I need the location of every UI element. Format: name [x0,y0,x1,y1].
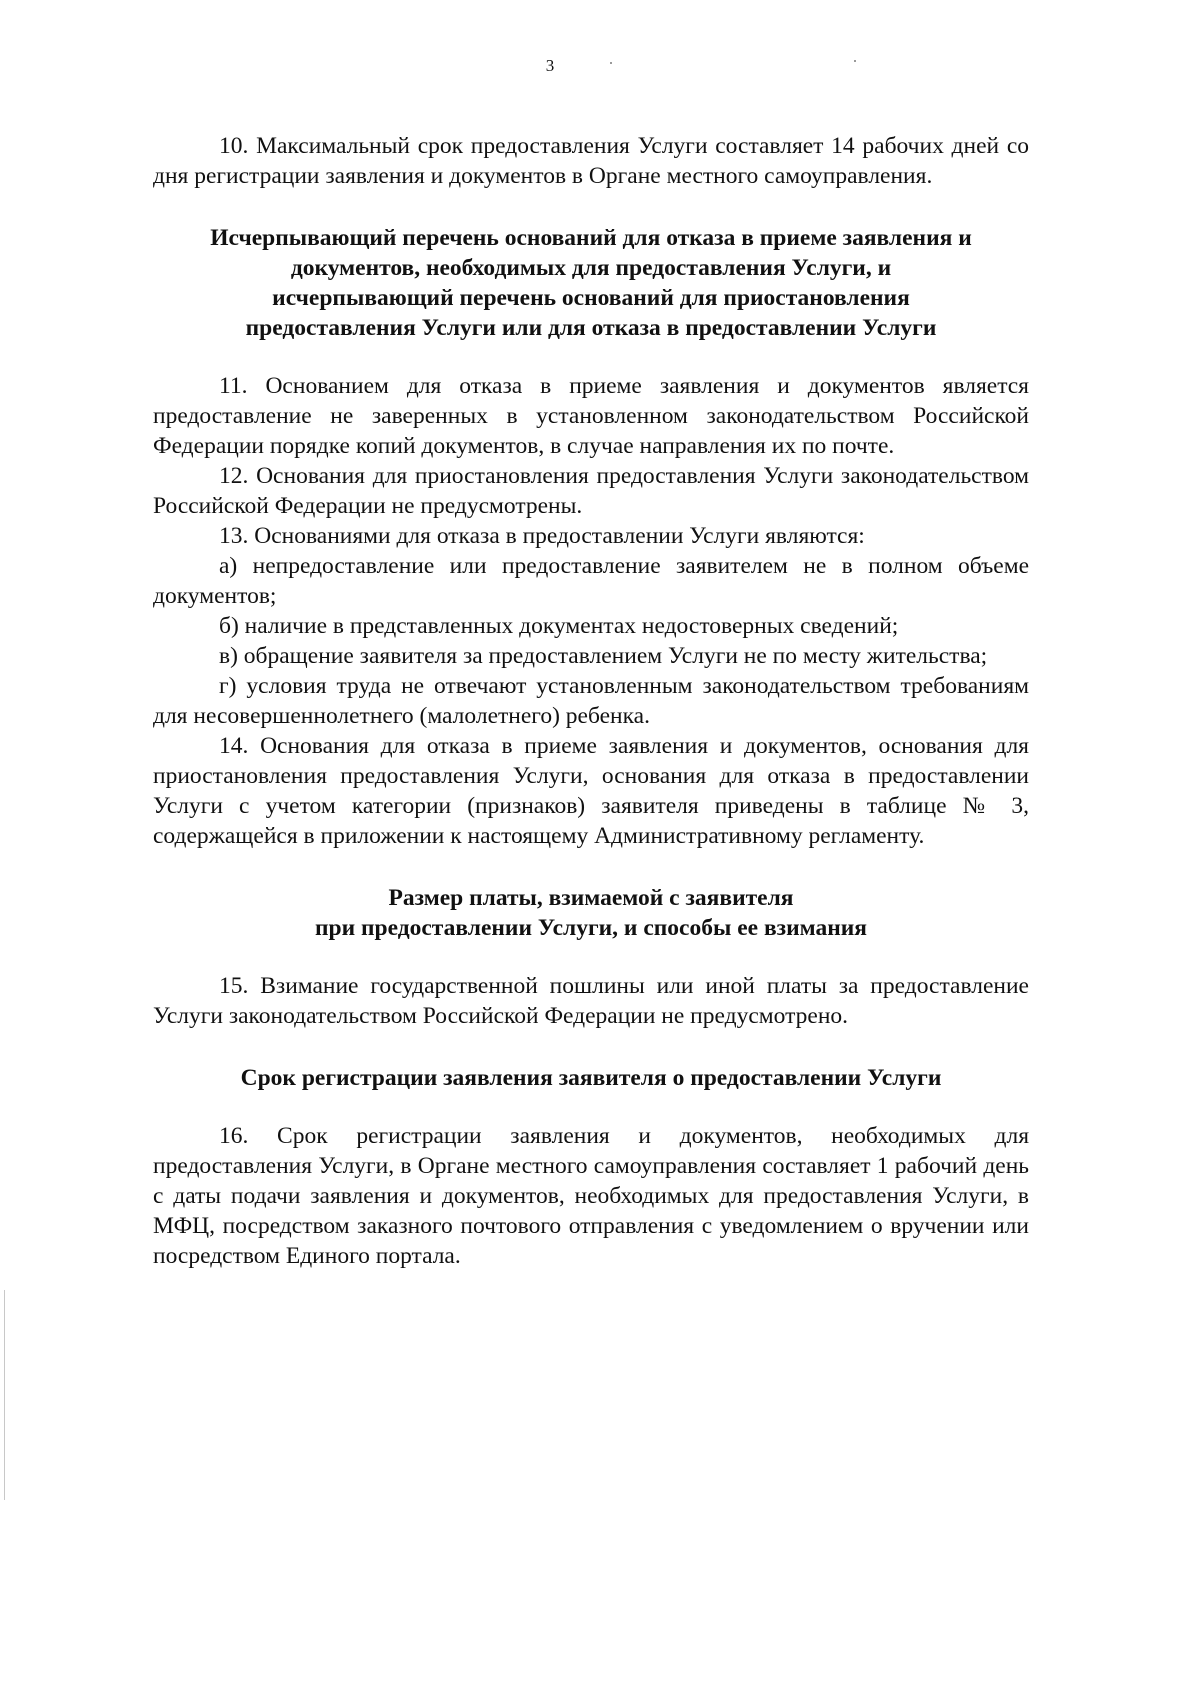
paragraph-16: 16. Срок регистрации заявления и документов, необходимых для предоставления Услуги, в Органе местного самоуправления составляет 1 рабочий день с даты подачи заявления и документов, необходимых для предоставления Услуги, в МФЦ, посредством заказного почтового отправления с уведомлением о вручении или посредством Единого портала. [153,1123,1029,1269]
paragraph-15: 15. Взимание государственной пошлины или иной платы за предоставление Услуги законодательством Российской Федерации не предусмотрено. [153,973,1029,1029]
paragraph-14: 14. Основания для отказа в приеме заявления и документов, основания для приостановления предоставления Услуги, основания для отказа в предоставлении Услуги с учетом категории (признаков) заявителя приведены в таблице № 3, содержащейся в приложении к настоящему Административному регламенту. [153,733,1029,849]
list-item-g: г) условия труда не отвечают установленным законодательством требованиям для несовершеннолетнего (малолетнего) ребенка. [153,673,1029,729]
section-heading-registration [153,1063,1029,1093]
scan-margin-mark [4,1290,5,1500]
list-item-v: в) обращение заявителя за предоставлением Услуги не по месту жительства; [219,643,988,669]
scan-speck [854,60,856,62]
heading-line: исчерпывающий перечень оснований для приостановления [272,285,910,311]
heading-line: при предоставлении Услуги, и способы ее взимания [314,915,868,941]
paragraph-12: 12. Основания для приостановления предоставления Услуги законодательством Российской Федерации не предусмотрены. [153,463,1029,519]
paragraph-10: 10. Максимальный срок предоставления Услуги составляет 14 рабочих дней со дня регистрации заявления и документов в Органе местного самоуправления. [153,133,1029,189]
heading-line: Размер платы, взимаемой с заявителя [388,885,794,911]
heading-line: документов, необходимых для предоставления Услуги, и [290,255,892,281]
list-item-a: а) непредоставление или предоставление заявителем не в полном объеме документов; [153,553,1029,609]
heading-line: Исчерпывающий перечень оснований для отказа в приеме заявления и [210,225,972,251]
paragraph-13: 13. Основаниями для отказа в предоставлении Услуги являются: [219,523,865,549]
scan-speck [610,62,612,64]
list-item-b: б) наличие в представленных документах недостоверных сведений; [219,613,899,639]
section-heading-refusal-grounds [153,223,1029,343]
paragraph-11: 11. Основанием для отказа в приеме заявления и документов является предоставление не заверенных в установленном законодательством Российской Федерации порядке копий документов, в случае направления их по почте. [153,373,1029,459]
heading-line: Срок регистрации заявления заявителя о предоставлении Услуги [240,1065,942,1091]
document-body [153,131,1029,1271]
section-heading-fee [153,883,1029,943]
heading-line: предоставления Услуги или для отказа в предоставлении Услуги [245,315,937,341]
page-number: 3 [545,56,555,75]
